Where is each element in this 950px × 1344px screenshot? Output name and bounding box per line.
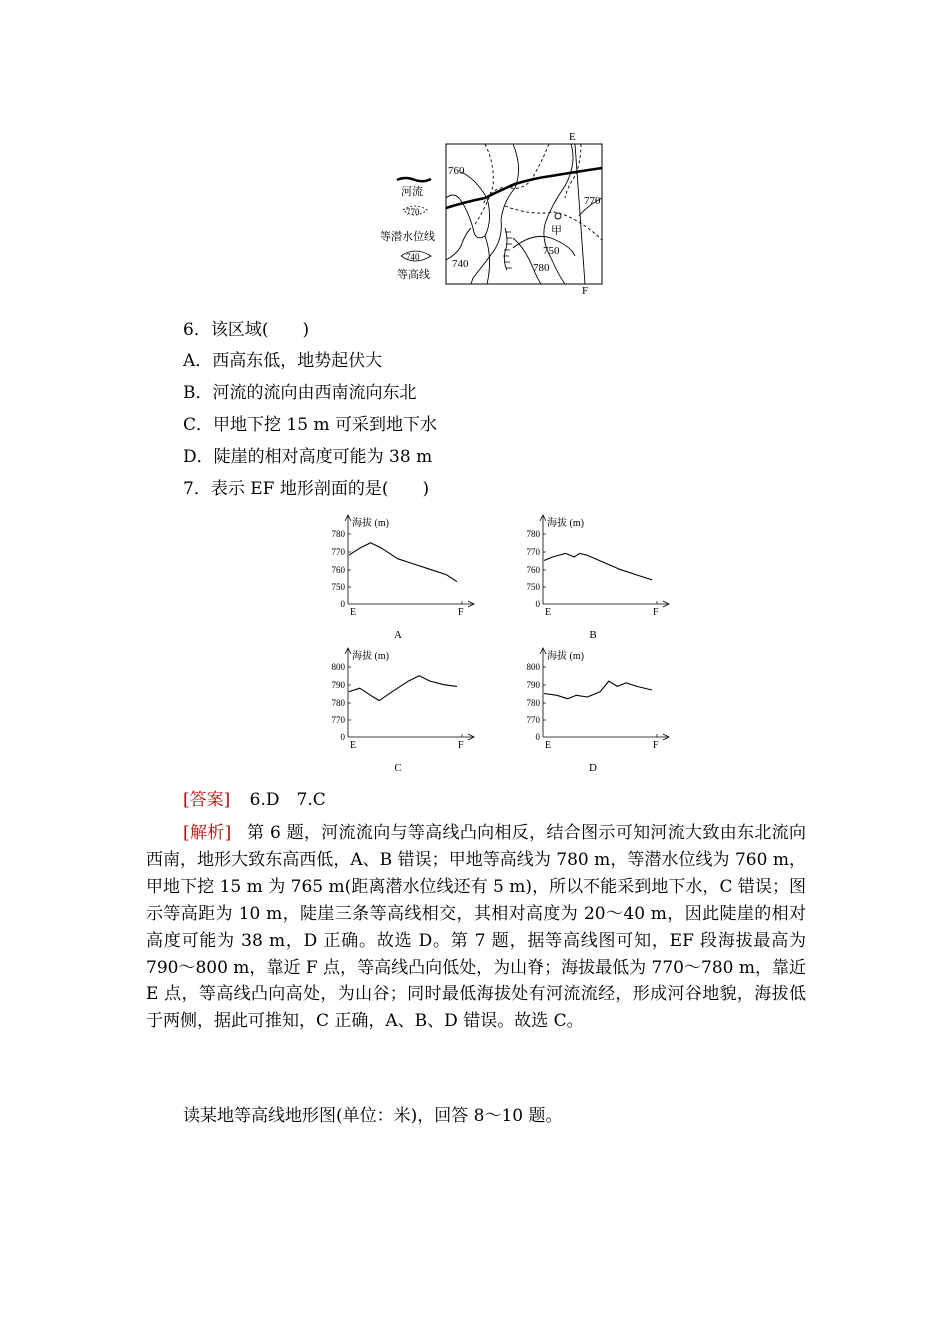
- next-question-intro: 读某地等高线地形图(单位：米)，回答 8～10 题。: [183, 1106, 563, 1126]
- y-axis-label: 海拔 (m): [352, 518, 389, 529]
- map-river: [446, 168, 602, 208]
- map-legend: [380, 178, 435, 281]
- y-tick-label: 770: [331, 715, 345, 725]
- legend-contour-label: 等高线: [397, 269, 430, 281]
- legend-river-label: 河流: [401, 186, 423, 198]
- contour-map-figure: [375, 128, 615, 296]
- x-tick-label: F: [458, 740, 464, 751]
- y-tick-label: 0: [340, 599, 345, 609]
- profile-chart-a: [320, 512, 500, 642]
- profile-series-line: [349, 676, 457, 701]
- y-tick-label: 780: [331, 698, 345, 708]
- y-tick-label: 750: [331, 582, 345, 592]
- analysis-paragraph: [146, 820, 806, 1035]
- y-tick-label: 780: [526, 698, 540, 708]
- map-contours: [446, 144, 602, 284]
- y-tick-label: 800: [526, 662, 540, 672]
- legend-phreatic-label: 等潜水位线: [380, 231, 435, 243]
- analysis-tag: [解析]: [183, 823, 232, 843]
- label-770: 770: [584, 195, 601, 207]
- label-f: F: [582, 285, 589, 296]
- y-tick-label: 780: [526, 529, 540, 539]
- x-tick-label: E: [350, 740, 357, 751]
- question-6-option-b: B．河流的流向由西南流向东北: [183, 383, 417, 403]
- chart-title: C: [394, 762, 402, 774]
- y-tick-label: 780: [331, 529, 345, 539]
- y-axis-label: 海拔 (m): [547, 518, 584, 529]
- x-tick-label: E: [545, 607, 552, 618]
- y-axis-label: 海拔 (m): [547, 651, 584, 662]
- x-tick-label: E: [350, 607, 357, 618]
- profile-chart-c: [320, 645, 500, 775]
- x-tick-label: F: [458, 607, 464, 618]
- legend-river-symbol: [397, 178, 431, 181]
- profile-series-line: [349, 543, 457, 582]
- chart-title: A: [394, 629, 402, 641]
- answer-line: [183, 790, 326, 810]
- chart-title: B: [589, 629, 597, 641]
- profile-series-line: [544, 553, 652, 580]
- label-780: 780: [533, 262, 550, 274]
- y-tick-label: 770: [331, 547, 345, 557]
- label-e: E: [569, 131, 576, 143]
- chart-title: D: [589, 762, 597, 774]
- y-tick-label: 790: [526, 680, 540, 690]
- y-tick-label: 770: [526, 547, 540, 557]
- question-6-stem: 6．该区域( ): [183, 320, 310, 340]
- x-tick-label: E: [545, 740, 552, 751]
- question-7-stem: 7．表示 EF 地形剖面的是( ): [183, 479, 430, 499]
- map-phreatic-lines: [475, 144, 602, 240]
- y-axis-label: 海拔 (m): [352, 651, 389, 662]
- question-6-option-c: C．甲地下挖 15 m 可采到地下水: [183, 415, 437, 435]
- legend-phreatic-value: 770: [406, 207, 420, 217]
- point-jia: [555, 213, 561, 219]
- x-tick-label: F: [653, 740, 659, 751]
- label-750: 750: [543, 245, 560, 257]
- y-tick-label: 800: [331, 662, 345, 672]
- y-tick-label: 0: [535, 732, 540, 742]
- label-740: 740: [452, 258, 469, 270]
- label-760: 760: [448, 165, 465, 177]
- profile-line-ef: [575, 144, 585, 284]
- analysis-text: 第 6 题，河流流向与等高线凸向相反，结合图示可知河流大致由东北流向西南，地形大致东高西低，A、B 错误；甲地等高线为 780 m，等潜水位线为 760 m，甲地下挖 15 m 为 765 m(距离潜水位线还有 5 m)，所以不能采到地下水，C 错误；图示等高距为 10 m，陡崖三条等高线相交，其相对高度为 20～40 m，因此陡崖的相对高度可能为 38 m，D 正确。故选 D。第 7 题，据等高线图可知，EF 段海拔最高为 790～800 m，靠近 F 点，等高线凸向低处，为山脊；海拔最低为 770～780 m，靠近 E 点，等高线凸向高处，为山谷；同时最低海拔处有河流流经，形成河谷地貌，海拔低于两侧，据此可推知，C 正确，A、B、D 错误。故选 C。: [146, 823, 807, 1032]
- label-jia: 甲: [551, 225, 562, 237]
- question-6-option-a: A．西高东低，地势起伏大: [183, 351, 383, 371]
- y-tick-label: 0: [340, 732, 345, 742]
- x-tick-label: F: [653, 607, 659, 618]
- y-tick-label: 0: [535, 599, 540, 609]
- question-6-option-d: D．陡崖的相对高度可能为 38 m: [183, 447, 433, 467]
- y-tick-label: 770: [526, 715, 540, 725]
- legend-contour-value: 740: [406, 252, 420, 262]
- profile-series-line: [544, 681, 652, 699]
- answer-text: 6.D 7.C: [249, 790, 326, 810]
- y-tick-label: 790: [331, 680, 345, 690]
- y-tick-label: 750: [526, 582, 540, 592]
- y-tick-label: 760: [331, 565, 345, 575]
- cliff-symbol: [504, 228, 507, 270]
- y-tick-label: 760: [526, 565, 540, 575]
- profile-chart-b: [515, 512, 695, 642]
- profile-chart-d: [515, 645, 695, 775]
- map-frame: [446, 144, 602, 284]
- answer-tag: [答案]: [183, 790, 231, 810]
